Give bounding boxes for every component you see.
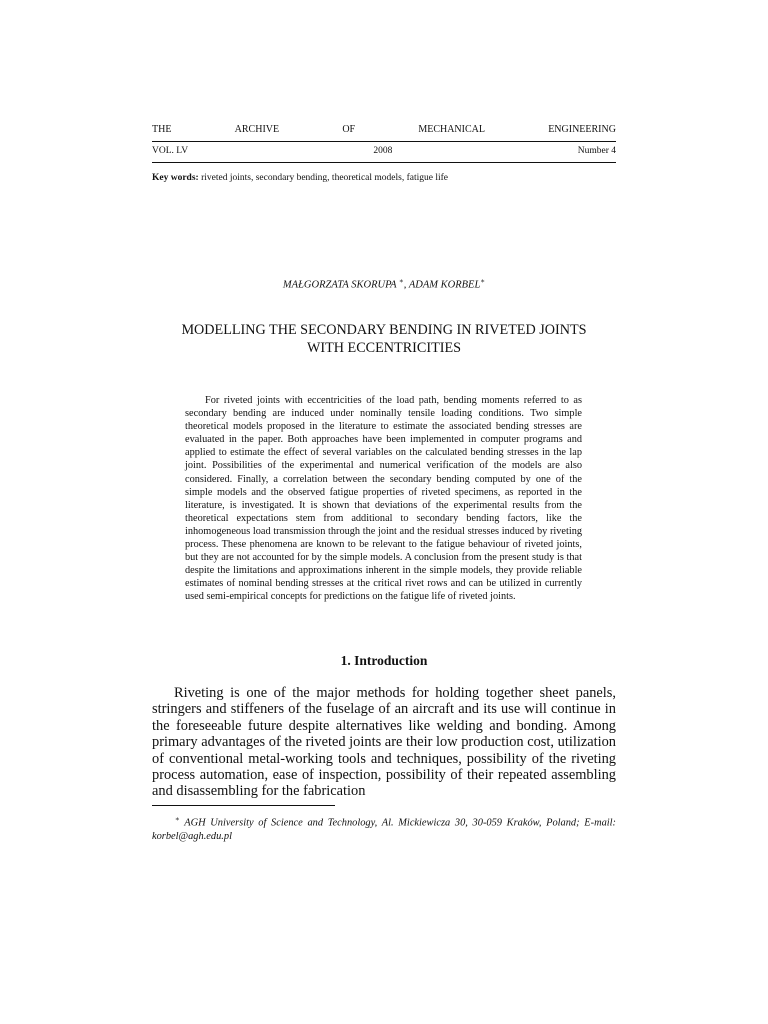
issue-number: Number 4	[577, 146, 616, 156]
section-heading: 1. Introduction	[340, 653, 428, 668]
journal-title	[152, 124, 616, 135]
header-rule-bottom	[152, 162, 616, 163]
author-line	[152, 277, 616, 291]
abstract: For riveted joints with eccentricities of the load path, bending moments referred to as secondary bending are induced under nominally tensile loading conditions. Two simple theoretical models proposed in the literature to estimate the associated bending stresses are evaluated in the paper. Both approaches have been implemented in computer programs and applied to estimate the effect of several variables on the calculated bending stresses in the lap joint. Possibilities of the experimental and numerical verification of the models are also considered. Finally, a correlation between the secondary bending computed by one of the simple models and the observed fatigue properties of riveted specimens, as reported in the literature, is investigated. It is shown that deviations of the experimental results from the theoretical expectations stem from additional to secondary bending factors, like the inhomogeneous load transmission through the joint and the residual stresses induced by riveting process. These phenomena are known to be relevant to the fatigue behaviour of riveted joints, but they are not accounted for by the simple models. A conclusion from the present study is that despite the limitations and approximations inherent in the simple models, they provide reliable estimates of nominal bending stresses at the critical rivet rows and can be utilized in currently used semi-empirical concepts for predictions on the fatigue life of riveted joints.	[185, 395, 582, 603]
affiliation-mark: ∗	[480, 277, 486, 285]
journal-word: OF	[342, 124, 356, 135]
title-line: MODELLING THE SECONDARY BENDING IN RIVETED JOINTS	[181, 322, 587, 338]
journal-word: MECHANICAL	[418, 124, 485, 135]
journal-word: THE	[152, 124, 172, 135]
volume-label: VOL. LV	[152, 146, 189, 156]
footnote	[152, 812, 616, 844]
footnote-text: AGH University of Science and Technology, Al. Mickiewicza 30, 30-059 Kraków, Poland; E-mail: korbel@agh.edu.pl	[152, 817, 616, 843]
title-line: WITH ECCENTRICITIES	[306, 340, 462, 356]
header-rule-top	[152, 141, 616, 142]
author-name: MAŁGORZATA SKORUPA	[282, 279, 397, 291]
journal-word: ENGINEERING	[548, 124, 616, 135]
author-name: ADAM KORBEL	[408, 279, 481, 291]
journal-word: ARCHIVE	[234, 124, 280, 135]
year-label: 2008	[373, 146, 393, 156]
affiliation-mark: ∗	[399, 277, 404, 285]
section-body: Riveting is one of the major methods for holding together sheet panels, stringers and stiffeners of the fuselage of an aircraft and its use will continue in the foreseeable future despite alternatives like welding and bonding. Among primary advantages of the riveted joints are their low production cost, utilization of conventional metal-working tools and techniques, possibility of the riveting process automation, ease of inspection, possibility of their repeated assembling and disassembling for the fabrication	[152, 685, 616, 800]
keywords-label: Key words:	[152, 173, 199, 183]
paper-title	[152, 321, 616, 357]
footnote-rule	[152, 805, 335, 806]
volume-line	[152, 146, 616, 156]
author-separator: ,	[403, 279, 409, 291]
keywords	[152, 173, 616, 183]
keywords-text: riveted joints, secondary bending, theoretical models, fatigue life	[201, 173, 448, 183]
footnote-mark: ∗	[175, 815, 180, 823]
